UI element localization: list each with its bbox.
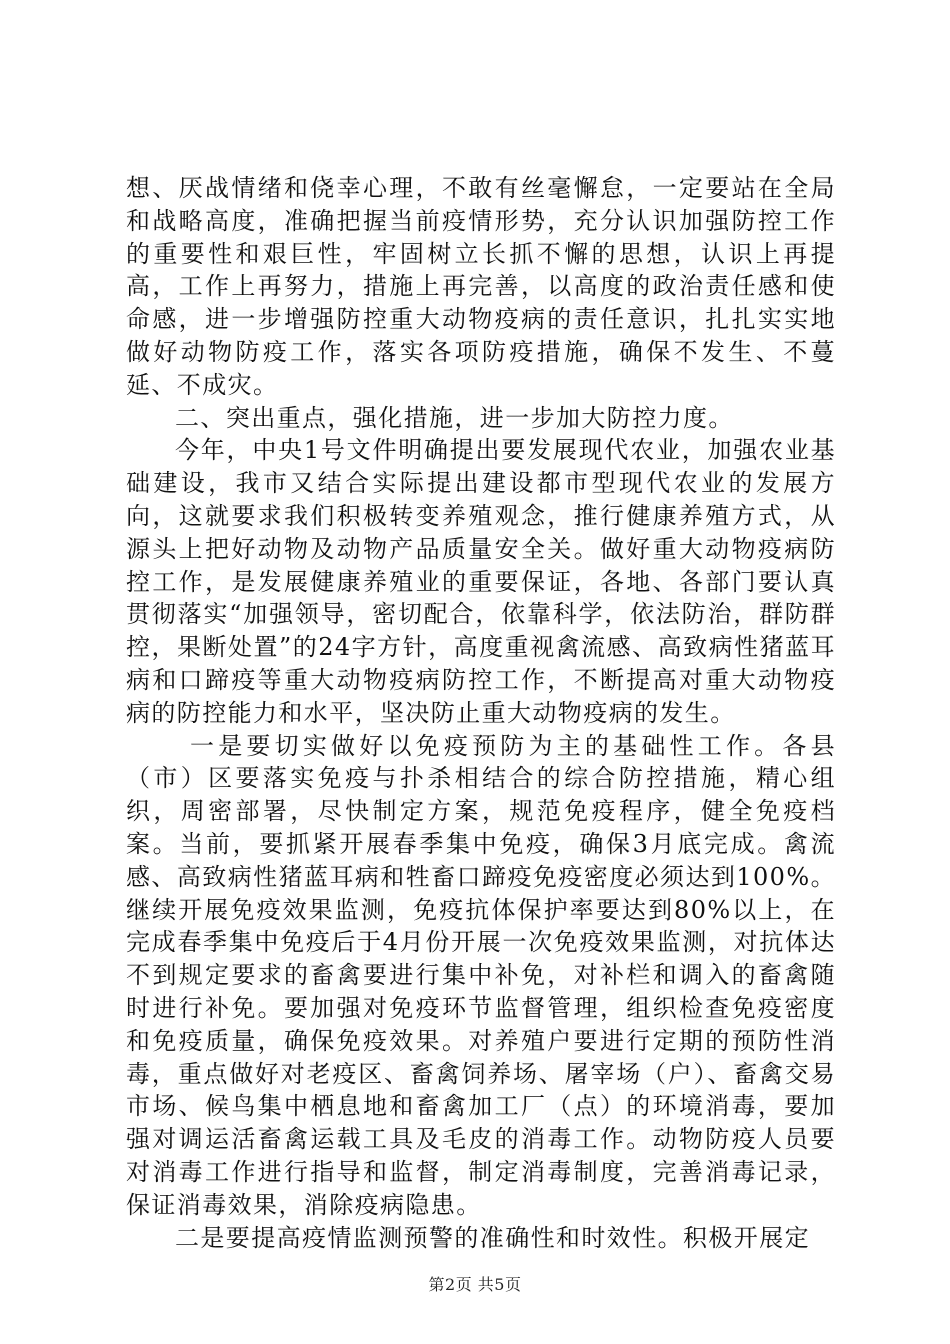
document-body [126, 172, 836, 1254]
paragraph-immunization: 一是要切实做好以免疫预防为主的基础性工作。各县（市）区要落实免疫与扑杀相结合的综合防控措施，精心组织，周密部署，尽快制定方案，规范免疫程序，健全免疫档案。当前，要抓紧开展春季集中免疫，确保3月底完成。禽流感、高致病性猪蓝耳病和牲畜口蹄疫免疫密度必须达到100%。继续开展免疫效果监测，免疫抗体保护率要达到80%以上，在完成春季集中免疫后于4月份开展一次免疫效果监测，对抗体达不到规定要求的畜禽要进行集中补免，对补栏和调入的畜禽随时进行补免。要加强对免疫环节监督管理，组织检查免疫密度和免疫质量，确保免疫效果。对养殖户要进行定期的预防性消毒，重点做好对老疫区、畜禽饲养场、屠宰场（户）、畜禽交易市场、候鸟集中栖息地和畜禽加工厂（点）的环境消毒，要加强对调运活畜禽运载工具及毛皮的消毒工作。动物防疫人员要对消毒工作进行指导和监督，制定消毒制度，完善消毒记录，保证消毒效果，消除疫病隐患。 [126, 731, 836, 1219]
section-heading-2: 二、突出重点，强化措施，进一步加大防控力度。 [175, 403, 734, 432]
paragraph-modern-agriculture: 今年，中央1号文件明确提出要发展现代农业，加强农业基础建设，我市又结合实际提出建设都市型现代农业的发展方向，这就要求我们积极转变养殖观念，推行健康养殖方式，从源头上把好动物及动物产品质量安全关。做好重大动物疫病防控工作，是发展健康养殖业的重要保证，各地、各部门要认真贯彻落实“加强领导，密切配合，依靠科学，依法防治，群防群控，果断处置”的24字方针，高度重视禽流感、高致病性猪蓝耳病和口蹄疫等重大动物疫病防控工作，不断提高对重大动物疫病的防控能力和水平，坚决防止重大动物疫病的发生。 [126, 436, 836, 727]
paragraph-continuation: 想、厌战情绪和侥幸心理，不敢有丝毫懈怠，一定要站在全局和战略高度，准确把握当前疫情形势，充分认识加强防控工作的重要性和艰巨性，牢固树立长抓不懈的思想，认识上再提高，工作上再努力，措施上再完善，以高度的政治责任感和使命感，进一步增强防控重大动物疫病的责任意识，扎扎实实地做好动物防疫工作，落实各项防疫措施，确保不发生、不蔓延、不成灾。 [126, 174, 836, 399]
paragraph-monitoring: 二是要提高疫情监测预警的准确性和时效性。积极开展定 [175, 1223, 810, 1252]
page-footer: 第2页 共5页 [428, 1275, 522, 1294]
